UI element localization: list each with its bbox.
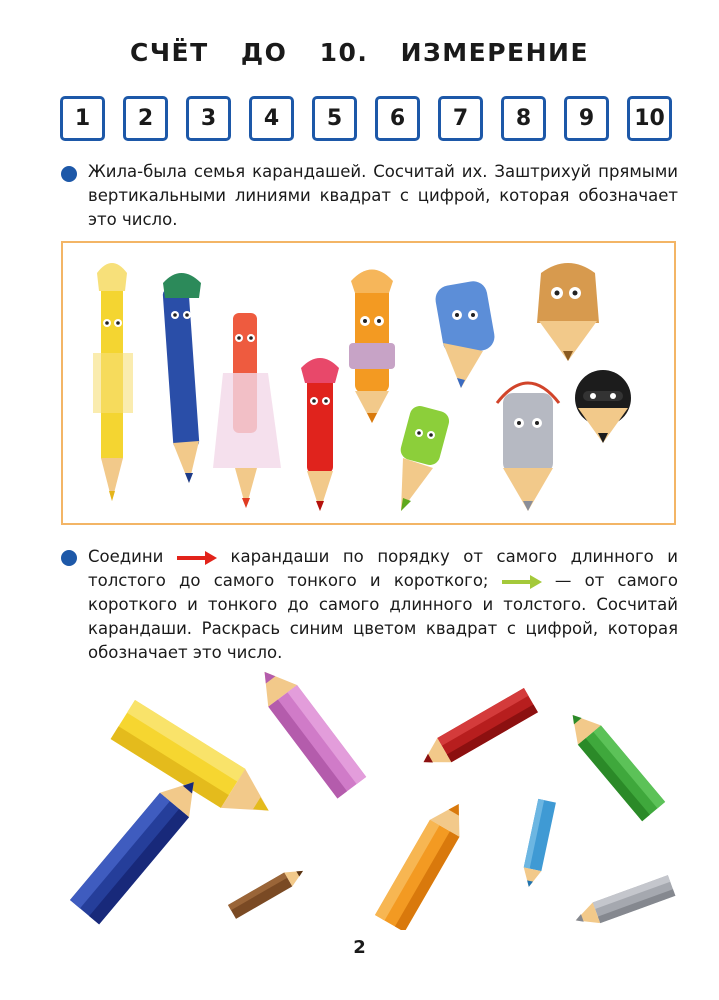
- page-number: 2: [353, 937, 366, 958]
- yellow-pencil-character[interactable]: [93, 263, 133, 501]
- masked-pencil-character[interactable]: [575, 370, 631, 443]
- coral-pencil-character[interactable]: [213, 313, 281, 508]
- number-box-6[interactable]: 6: [375, 96, 420, 141]
- colored-pencils-illustration: [0, 660, 719, 930]
- number-box-7[interactable]: 7: [438, 96, 483, 141]
- pencil-family-illustration: [63, 243, 674, 523]
- red-arrow-icon: [177, 550, 217, 566]
- blue-pencil-character[interactable]: [162, 273, 201, 483]
- orange-pencil[interactable]: [375, 795, 473, 930]
- number-box-10[interactable]: 10: [627, 96, 672, 141]
- bullet-task2: [61, 550, 77, 566]
- lightblue-pencil[interactable]: [520, 799, 556, 889]
- grey-pencil-character[interactable]: [497, 383, 559, 511]
- grey-pencil[interactable]: [572, 875, 675, 930]
- number-box-4[interactable]: 4: [249, 96, 294, 141]
- orange-pencil-character[interactable]: [349, 270, 395, 424]
- green-arrow-icon: [502, 574, 542, 590]
- page-title: СЧЁТ ДО 10. ИЗМЕРЕНИЕ: [129, 38, 590, 67]
- task2-part3: — от самого короткого и тонкого до самого длинного и толстого. Сосчитай карандаши. Раскрась синим цветом квадрат с цифрой, которая обозначает это число.: [88, 571, 679, 662]
- task2-text: [88, 545, 678, 665]
- pencil-family-frame: [61, 241, 676, 525]
- brown-pencil-character[interactable]: [537, 263, 599, 361]
- pink-pencil[interactable]: [250, 661, 366, 798]
- darkred-pencil[interactable]: [417, 688, 538, 774]
- green-pencil[interactable]: [561, 705, 665, 821]
- number-box-5[interactable]: 5: [312, 96, 357, 141]
- task2-part2: карандаши по порядку от самого длинного и толстого до самого тонкого и короткого;: [88, 547, 678, 590]
- number-box-2[interactable]: 2: [123, 96, 168, 141]
- number-box-9[interactable]: 9: [564, 96, 609, 141]
- green-pencil-character[interactable]: [398, 404, 451, 511]
- number-box-1[interactable]: 1: [60, 96, 105, 141]
- task1-text: Жила-была семья карандашей. Сосчитай их. Заштрихуй прямыми вертикальными линиями квадрат с цифрой, которая обозначает это число.: [88, 162, 678, 229]
- navy-pencil[interactable]: [70, 770, 208, 925]
- number-box-8[interactable]: 8: [501, 96, 546, 141]
- red-pencil-character[interactable]: [301, 358, 339, 511]
- bullet-task1: [61, 166, 77, 182]
- number-box-3[interactable]: 3: [186, 96, 231, 141]
- lightblue-pencil-character[interactable]: [433, 279, 496, 388]
- brown-pencil[interactable]: [228, 864, 307, 919]
- number-boxes-row: [60, 96, 680, 148]
- yellow-pencil[interactable]: [111, 700, 281, 830]
- task2-part1: Соедини: [88, 547, 164, 566]
